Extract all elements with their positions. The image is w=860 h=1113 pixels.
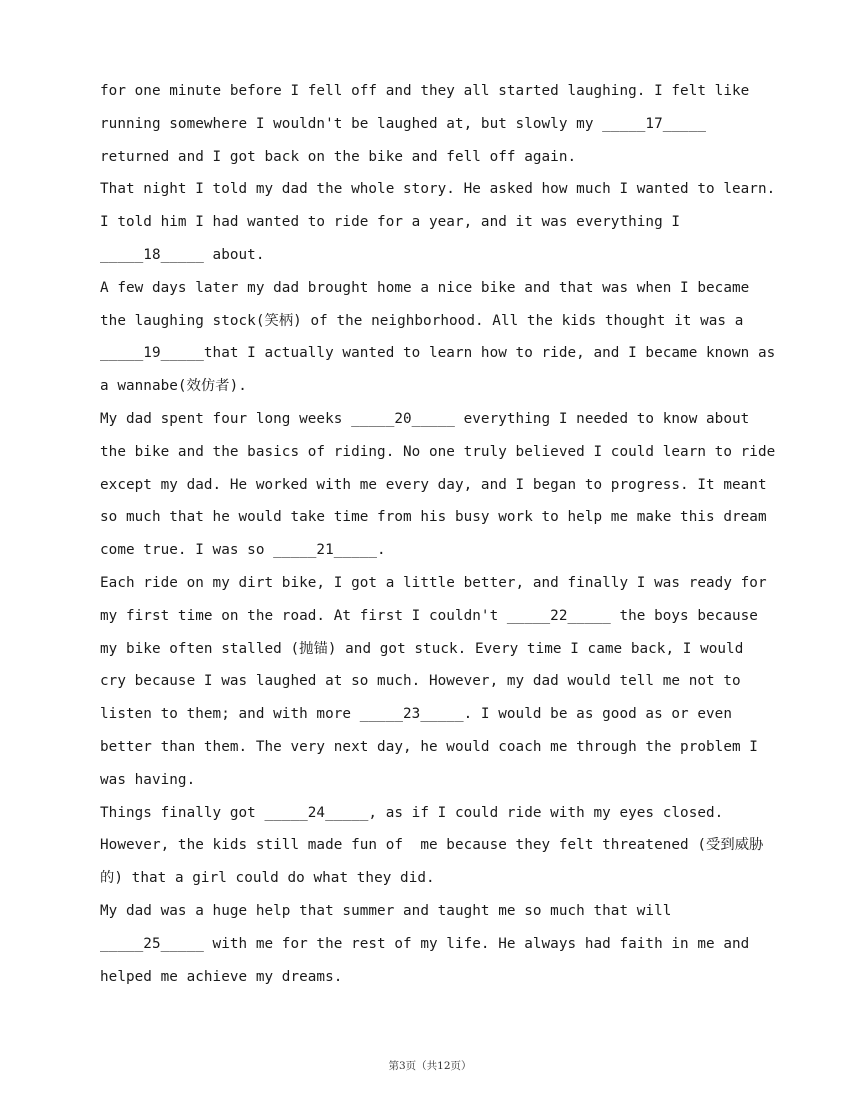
text-line: However, the kids still made fun of me because they felt threatened (受到威胁 — [100, 837, 764, 854]
text-line: my first time on the road. At first I couldn't _____22_____ the boys because — [100, 607, 758, 624]
text-line: the bike and the basics of riding. No one truly believed I could learn to ride — [100, 443, 776, 460]
text-line: I told him I had wanted to ride for a year, and it was everything I — [100, 214, 681, 231]
text-line: for one minute before I fell off and they all started laughing. I felt like — [100, 83, 750, 99]
text-line: Each ride on my dirt bike, I got a little better, and finally I was ready for — [100, 574, 767, 591]
text-line: except my dad. He worked with me every day, and I began to progress. It meant — [100, 476, 767, 493]
text-line: _____18_____ about. — [100, 246, 265, 263]
text-line: was having. — [100, 771, 196, 788]
text-line: helped me achieve my dreams. — [100, 968, 343, 985]
text-line: running somewhere I wouldn't be laughed at, but slowly my _____17_____ — [100, 115, 707, 132]
text-line: the laughing stock(笑柄) of the neighborhood. All the kids thought it was a — [100, 312, 744, 329]
text-line: That night I told my dad the whole story. He asked how much I wanted to learn. — [100, 181, 776, 198]
text-line: returned and I got back on the bike and fell off again. — [100, 148, 577, 165]
text-line: _____19_____that I actually wanted to learn how to ride, and I became known as — [100, 345, 776, 362]
text-line: a wannabe(效仿者). — [100, 378, 247, 395]
text-line: A few days later my dad brought home a nice bike and that was when I became — [100, 279, 750, 296]
passage-text — [100, 75, 776, 993]
text-line: my bike often stalled (抛锚) and got stuck. Every time I came back, I would — [100, 640, 744, 657]
text-line: My dad was a huge help that summer and taught me so much that will — [100, 902, 672, 919]
text-line: come true. I was so _____21_____. — [100, 542, 386, 559]
text-line: so much that he would take time from his busy work to help me make this dream — [100, 509, 767, 526]
text-line: _____25_____ with me for the rest of my life. He always had faith in me and — [100, 935, 750, 952]
text-line: Things finally got _____24_____, as if I could ride with my eyes closed. — [100, 804, 724, 821]
text-line: My dad spent four long weeks _____20_____ everything I needed to know about — [100, 410, 750, 427]
text-line: better than them. The very next day, he would coach me through the problem I — [100, 738, 758, 755]
text-line: cry because I was laughed at so much. However, my dad would tell me not to — [100, 673, 741, 690]
text-line: listen to them; and with more _____23_____. I would be as good as or even — [100, 706, 732, 723]
text-line: 的) that a girl could do what they did. — [100, 870, 435, 887]
page-number-footer: 第3页（共12页） — [388, 1060, 472, 1072]
